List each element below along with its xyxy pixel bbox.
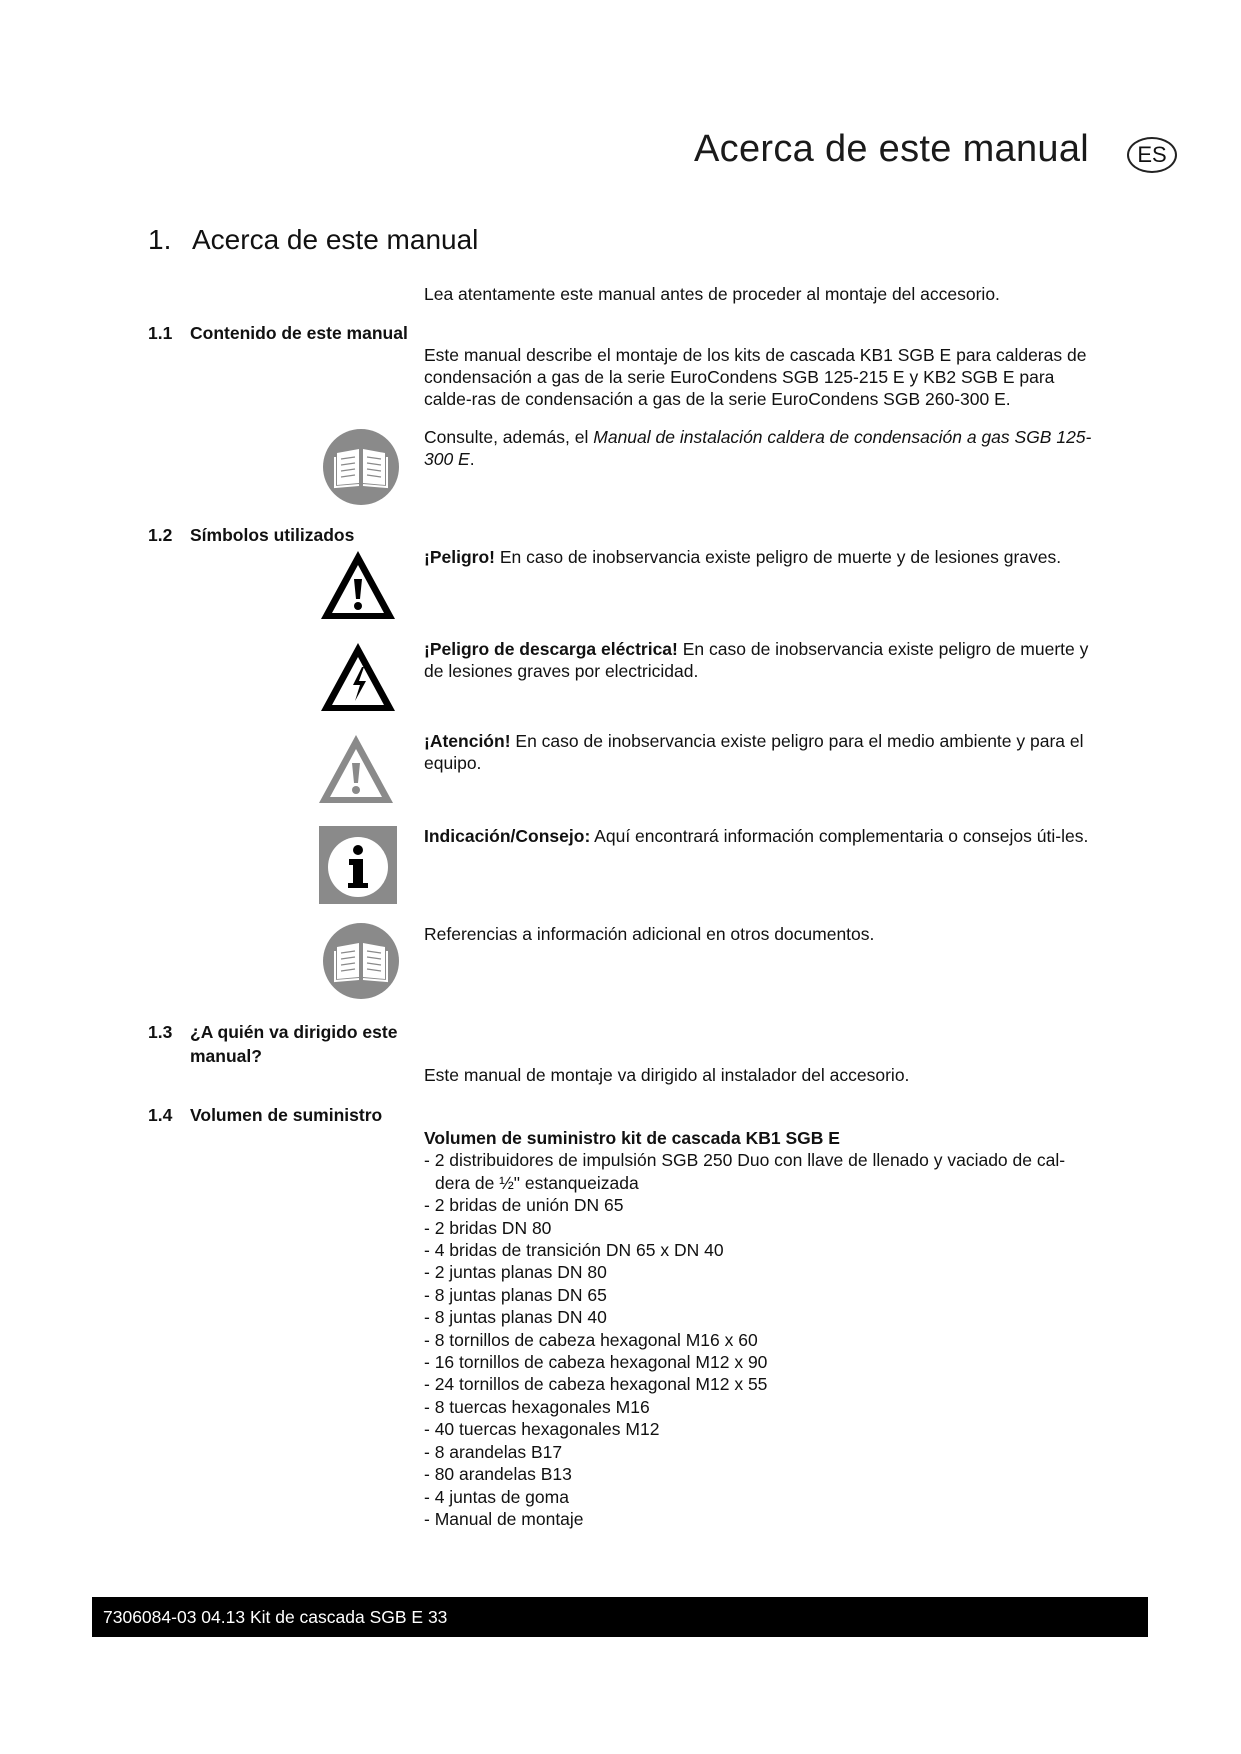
- section-title: Contenido de este manual: [190, 323, 408, 343]
- list-item: - 24 tornillos de cabeza hexagonal M12 x 55: [424, 1374, 768, 1395]
- list-item: - 2 distribuidores de impulsión SGB 250 Duo con llave de llenado y vaciado de cal-dera de ½" estanqueizada: [424, 1150, 1066, 1193]
- symbol-electric-label: ¡Peligro de descarga eléctrica!: [424, 639, 678, 659]
- list-item: - 2 bridas DN 80: [424, 1217, 552, 1238]
- page-header-title: Acerca de este manual: [694, 128, 1089, 170]
- electric-hazard-icon: [318, 639, 398, 719]
- book-icon: [321, 427, 401, 507]
- symbol-danger-label: ¡Peligro!: [424, 547, 495, 567]
- supply-list: [424, 1127, 1094, 1530]
- section-number: 1.1: [148, 323, 173, 343]
- consult-prefix: Consulte, además, el: [424, 427, 594, 447]
- list-item: - 8 juntas planas DN 40: [424, 1307, 607, 1328]
- section-title: Volumen de suministro: [190, 1105, 383, 1125]
- chapter-number: 1.: [148, 224, 172, 255]
- section-heading-1-4: [148, 1103, 382, 1127]
- info-icon: [318, 825, 398, 905]
- list-item: - 8 juntas planas DN 65: [424, 1284, 607, 1305]
- chapter-title: Acerca de este manual: [192, 224, 479, 255]
- manual-reference: Manual de instalación caldera de condensación a gas SGB 125-300 E: [424, 427, 1092, 469]
- caution-icon: [316, 731, 396, 811]
- symbol-info-label: Indicación/Consejo:: [424, 826, 591, 846]
- list-item: - 2 bridas de unión DN 65: [424, 1195, 624, 1216]
- section-heading-1-3: [148, 1020, 398, 1068]
- section-title: Símbolos utilizados: [190, 525, 355, 545]
- section-heading-1-2: [148, 523, 354, 547]
- intro-paragraph: Lea atentamente este manual antes de proceder al montaje del accesorio.: [424, 284, 1000, 304]
- symbol-info-desc: Aquí encontrará información complementaria o consejos úti-les.: [590, 826, 1089, 846]
- symbol-attention-desc: En caso de inobservancia existe peligro para el medio ambiente y para el equipo.: [424, 731, 1084, 773]
- supply-list-heading: Volumen de suministro kit de cascada KB1 SGB E: [424, 1128, 840, 1148]
- list-item: - 80 arandelas B13: [424, 1464, 572, 1485]
- audience-paragraph: Este manual de montaje va dirigido al instalador del accesorio.: [424, 1065, 910, 1085]
- warning-icon: [318, 547, 398, 627]
- symbol-danger-text: [424, 546, 1094, 568]
- symbol-info-text: [424, 825, 1094, 847]
- symbol-attention-label: ¡Atención!: [424, 731, 511, 751]
- symbol-electric-text: [424, 638, 1094, 682]
- list-item: - 40 tuercas hexagonales M12: [424, 1419, 660, 1440]
- language-badge: ES: [1127, 137, 1177, 173]
- section-number: 1.4: [148, 1105, 173, 1125]
- section-number: 1.2: [148, 525, 173, 545]
- symbol-reference-text: Referencias a información adicional en otros documentos.: [424, 924, 875, 944]
- symbol-attention-text: [424, 730, 1094, 774]
- list-item: - 2 juntas planas DN 80: [424, 1262, 607, 1283]
- book-icon: [321, 921, 401, 1001]
- section-number: 1.3: [148, 1022, 173, 1042]
- list-item: - 16 tornillos de cabeza hexagonal M12 x 90: [424, 1352, 768, 1373]
- list-item: - 4 juntas de goma: [424, 1486, 569, 1507]
- description-paragraph: Este manual describe el montaje de los kits de cascada KB1 SGB E para calderas de condensación a gas de la serie EuroCondens SGB 125-215 E y KB2 SGB E para calde-ras de condensación a gas de la serie EuroCondens SGB 260-300 E.: [424, 345, 1087, 409]
- list-item: - 8 arandelas B17: [424, 1441, 563, 1462]
- list-item: - 4 bridas de transición DN 65 x DN 40: [424, 1240, 724, 1261]
- list-item: - Manual de montaje: [424, 1508, 584, 1529]
- section-heading-1-1: [148, 321, 408, 345]
- chapter-heading: [148, 224, 478, 256]
- list-item: - 8 tuercas hexagonales M16: [424, 1396, 650, 1417]
- page-footer: 7306084-03 04.13 Kit de cascada SGB E 33: [92, 1597, 1148, 1637]
- consult-paragraph: [424, 426, 1094, 470]
- symbol-electric-desc: En caso de inobservancia existe peligro de muerte y de lesiones graves por electricidad.: [424, 639, 1089, 681]
- consult-suffix: .: [469, 449, 475, 469]
- section-title: ¿A quién va dirigido este manual?: [190, 1022, 398, 1066]
- list-item: - 8 tornillos de cabeza hexagonal M16 x 60: [424, 1329, 758, 1350]
- symbol-danger-desc: En caso de inobservancia existe peligro de muerte y de lesiones graves.: [494, 547, 1062, 567]
